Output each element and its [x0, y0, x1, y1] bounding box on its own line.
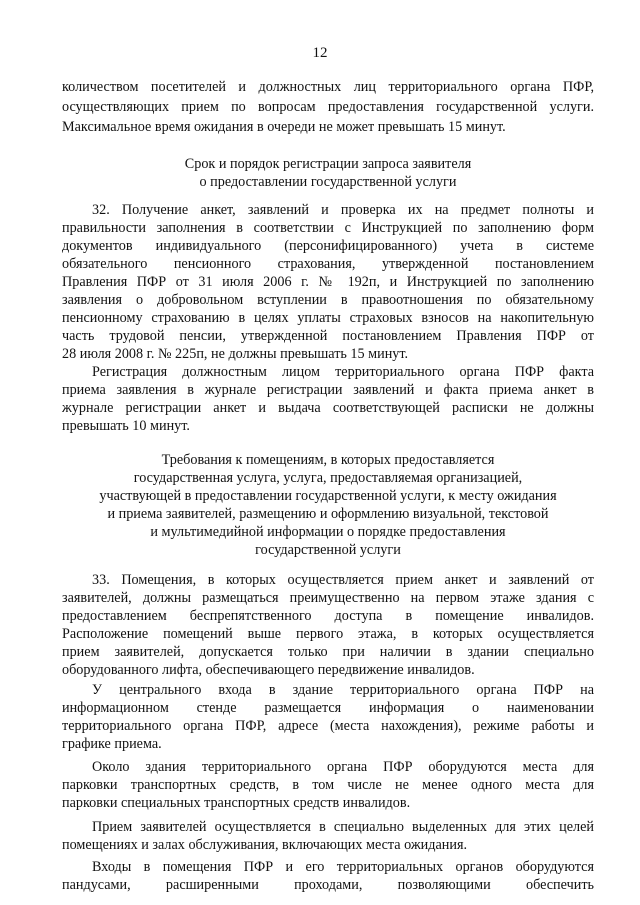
heading-line: и приема заявителей, размещению и оформлению визуальной, текстовой — [107, 506, 549, 522]
text-line: обязательного пенсионного страхования, утвержденной постановлением — [62, 256, 594, 272]
text-line: Правления ПФР от 31 июля 2006 г. № 192п, и Инструкцией по заполнению — [62, 274, 594, 290]
text-line: 32. Получение анкет, заявлений и проверка их на предмет полноты и — [92, 202, 594, 218]
text-line: прием заявителей, допускается только при наличии в здании специально — [62, 644, 594, 660]
heading-line: Требования к помещениям, в которых предоставляется — [161, 452, 495, 468]
text-line: заявления о добровольном вступлении в правоотношения по обязательному — [62, 292, 594, 308]
text-line: Входы в помещения ПФР и его территориальных органов оборудуются — [92, 859, 594, 875]
text-line: предоставлением беспрепятственного доступа в помещение инвалидов. — [62, 608, 594, 624]
page-number: 12 — [312, 45, 328, 61]
text-line: оборудованного лифта, обеспечивающего передвижение инвалидов. — [62, 662, 475, 678]
heading-line: Срок и порядок регистрации запроса заявителя — [184, 156, 472, 172]
heading-line: государственная услуга, услуга, предоставляемая организацией, — [133, 470, 523, 486]
text-line: 33. Помещения, в которых осуществляется прием анкет и заявлений от — [92, 572, 594, 588]
text-line: правильности заполнения в соответствии с Инструкцией по заполнению форм — [62, 220, 594, 236]
text-line: Около здания территориального органа ПФР оборудуются места для — [92, 759, 594, 775]
text-line: документов индивидуального (персонифицированного) учета в системе — [62, 238, 594, 254]
heading-line: государственной услуги — [255, 542, 401, 558]
text-line: заявителей, должны размещаться преимущественно на первом этаже здания с — [62, 590, 594, 606]
heading-line: и мультимедийной информации о порядке предоставления — [150, 524, 506, 540]
text-line: помещениях и залах обслуживания, включающих места ожидания. — [62, 837, 468, 853]
text-line: осуществляющих прием по вопросам предоставления государственной услуги. — [62, 99, 594, 115]
text-line: журнале регистрации анкет и выдача соответствующей расписки не должны — [62, 400, 594, 416]
text-line: пандусами, расширенными проходами, позволяющими обеспечить — [62, 877, 594, 893]
text-line: пенсионному страхованию в целях уплаты страховых взносов на накопительную — [62, 310, 594, 326]
text-line: территориального органа ПФР, адресе (места нахождения), режиме работы и — [62, 718, 594, 734]
heading-line: участвующей в предоставлении государственной услуги, к месту ожидания — [99, 488, 557, 504]
text-line: информационном стенде размещается информация о наименовании — [62, 700, 594, 716]
heading-line: о предоставлении государственной услуги — [199, 174, 457, 190]
text-line: Расположение помещений выше первого этажа, в которых осуществляется — [62, 626, 594, 642]
text-line: парковки транспортных средств, в том числе не менее одного места для — [62, 777, 594, 793]
text-line: Максимальное время ожидания в очереди не может превышать 15 минут. — [62, 119, 506, 135]
text-line: парковки специальных транспортных средств инвалидов. — [62, 795, 411, 811]
text-line: 28 июля 2008 г. № 225п, не должны превышать 15 минут. — [62, 346, 409, 362]
text-line: приема заявления в журнале регистрации заявлений и факта приема анкет в — [62, 382, 594, 398]
text-line: У центрального входа в здание территориального органа ПФР на — [92, 682, 594, 698]
text-line: количеством посетителей и должностных лиц территориального органа ПФР, — [62, 79, 594, 95]
text-line: Прием заявителей осуществляется в специально выделенных для этих целей — [92, 819, 594, 835]
text-line: Регистрация должностным лицом территориального органа ПФР факта — [92, 364, 594, 380]
text-line: часть трудовой пенсии, утвержденной постановлением Правления ПФР от — [62, 328, 594, 344]
text-line: графике приема. — [62, 736, 162, 752]
text-line: превышать 10 минут. — [62, 418, 190, 434]
